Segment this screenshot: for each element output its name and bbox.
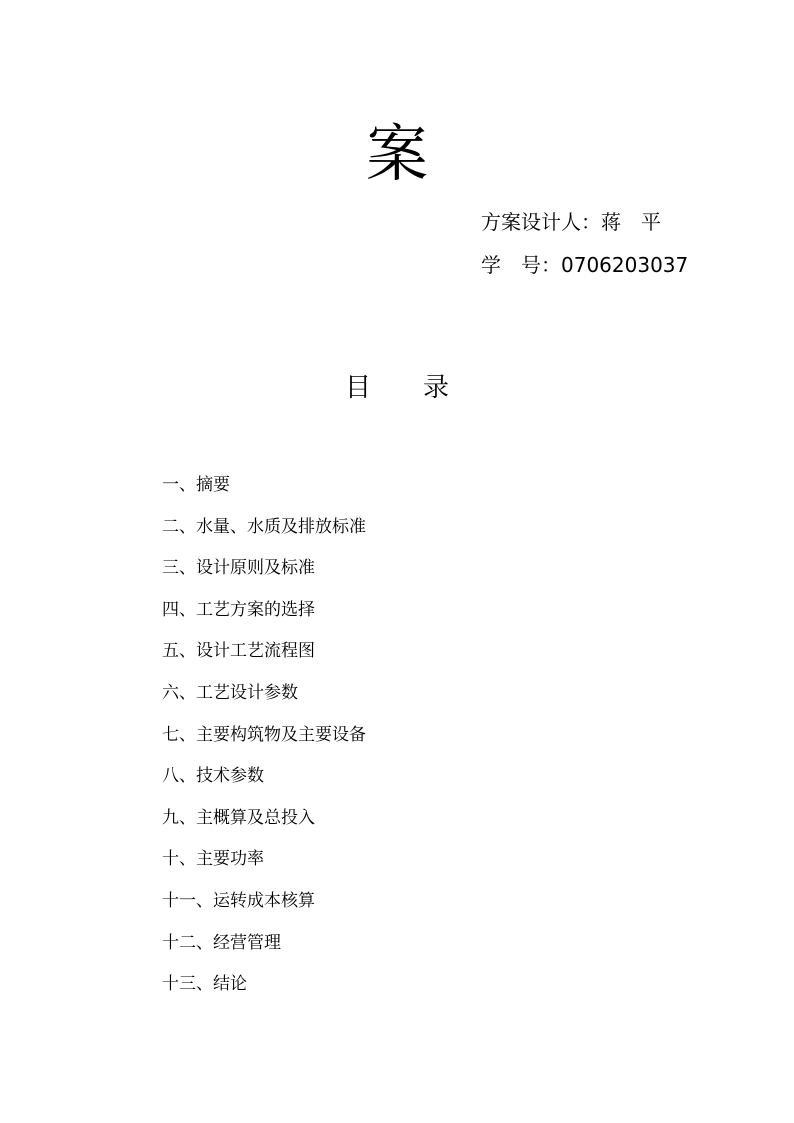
toc-item: 七、主要构筑物及主要设备 [162, 724, 366, 745]
toc-item: 十一、运转成本核算 [162, 890, 315, 911]
toc-item: 三、设计原则及标准 [162, 558, 315, 579]
toc-item: 四、工艺方案的选择 [162, 599, 315, 620]
toc-item: 九、主概算及总投入 [162, 807, 315, 828]
toc-item: 一、摘要 [162, 475, 230, 495]
toc-item: 十二、经营管理 [162, 932, 281, 953]
toc-item: 五、设计工艺流程图 [162, 641, 315, 662]
toc-list [162, 474, 366, 1015]
toc-item: 八、技术参数 [162, 766, 264, 787]
toc-item: 十、主要功率 [162, 849, 264, 870]
toc-item: 二、水量、水质及排放标准 [162, 516, 366, 537]
toc-item: 六、工艺设计参数 [162, 682, 298, 703]
document-title-char: 案 [365, 117, 428, 190]
toc-item: 十三、结论 [162, 974, 247, 995]
toc-title: 目 录 [344, 373, 449, 403]
designer-line: 方案设计人：蒋 平 [481, 210, 661, 234]
student-id-line: 学 号：0706203037 [481, 253, 689, 277]
